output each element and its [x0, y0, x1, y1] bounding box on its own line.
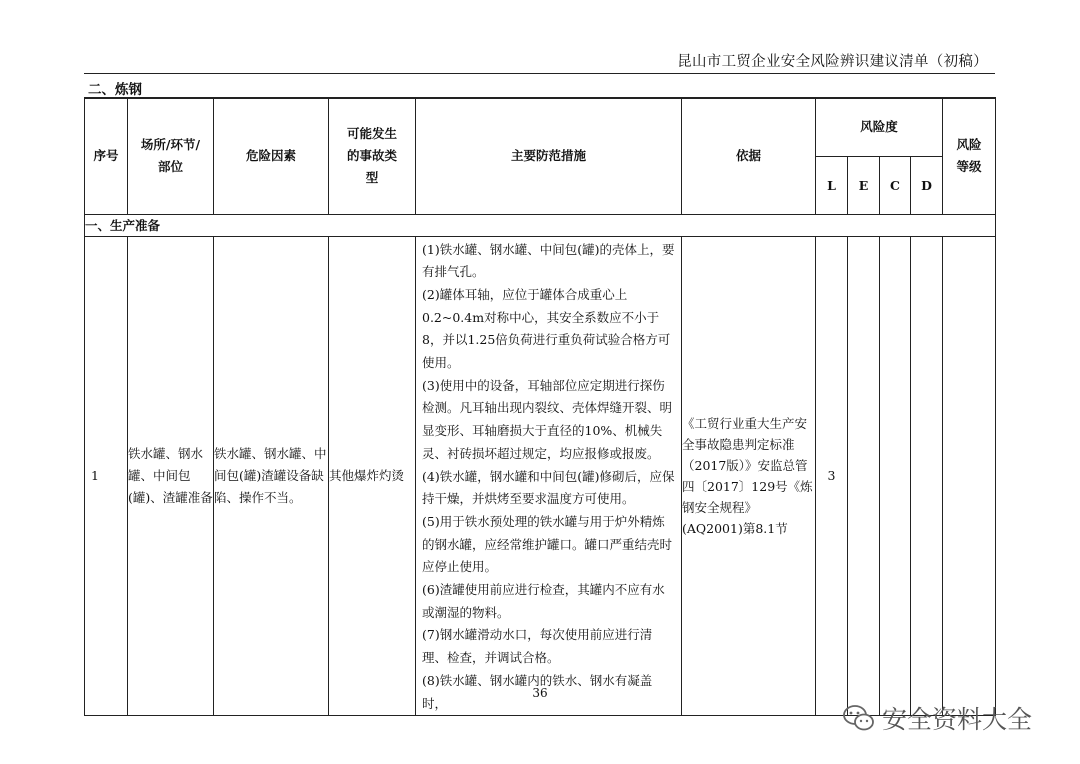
watermark-text: 安全资料大全: [882, 705, 1033, 734]
header-hazard: 危险因素: [214, 98, 329, 214]
measure-item: (3)使用中的设备，耳轴部位应定期进行探伤检测。凡耳轴出现内裂纹、壳体焊缝开裂、明显变形、耳轴磨损大于直径的10%、机械失灵、衬砖损坏超过规定，均应报修或报废。: [422, 377, 673, 461]
header-risk-degree: 风险度: [816, 98, 943, 156]
row-D: [911, 236, 943, 716]
measure-item: (8)铁水罐、钢水罐内的铁水、钢水有凝盖时，: [422, 672, 653, 711]
row-basis: 《工贸行业重大生产安全事故隐患判定标准（2017版）》安监总管四〔2017〕129号《炼钢安全规程》(AQ2001)第8.1节: [682, 236, 816, 716]
measure-item: (2)罐体耳轴，应位于罐体合成重心上0.2~0.4m对称中心，其安全系数应不小于8，并以1.25倍负荷进行重负荷试验合格方可使用。: [422, 286, 671, 371]
header-D: D: [911, 156, 943, 214]
header-E: E: [848, 156, 880, 214]
row-L: 3: [816, 236, 848, 716]
header-location: 场所/环节/部位: [128, 98, 214, 214]
row-accident-type: 其他爆炸灼烫: [329, 236, 416, 716]
watermark: [842, 700, 1032, 736]
header-risk-level: 风险等级: [943, 98, 996, 214]
measure-item: (7)钢水罐滑动水口，每次使用前应进行清理、检查，并调试合格。: [422, 627, 653, 666]
row-hazard: 铁水罐、钢水罐、中间包(罐)渣罐设备缺陷、操作不当。: [214, 236, 329, 716]
row-no: 1: [85, 236, 128, 716]
header-divider: [84, 73, 995, 74]
header-no: 序号: [85, 98, 128, 214]
measure-item: (5)用于铁水预处理的铁水罐与用于炉外精炼的钢水罐，应经常维护罐口。罐口严重结壳时应停止使用。: [422, 513, 673, 575]
page-number: 36: [532, 686, 548, 700]
measure-item: (6)渣罐使用前应进行检查，其罐内不应有水或潮湿的物料。: [422, 582, 665, 620]
header-C: C: [880, 156, 911, 214]
row-risk-level: [943, 236, 996, 716]
subsection-title: 一、生产准备: [85, 214, 996, 236]
header-basis: 依据: [682, 98, 816, 214]
row-measures: [416, 236, 682, 716]
measure-item: (1)铁水罐、钢水罐、中间包(罐)的壳体上，要有排气孔。: [422, 241, 675, 280]
section-title: 二、炼钢: [88, 82, 142, 98]
header-L: L: [816, 156, 848, 214]
row-C: [880, 236, 911, 716]
document-header-title: 昆山市工贸企业安全风险辨识建议清单（初稿）: [677, 54, 988, 70]
row-E: [848, 236, 880, 716]
measure-item: (4)铁水罐，钢水罐和中间包(罐)修砌后，应保持干燥，并烘烤至要求温度方可使用。: [422, 468, 675, 507]
risk-table: [84, 97, 996, 716]
row-location: 铁水罐、钢水罐、中间包(罐)、渣罐准备: [128, 236, 214, 716]
header-accident-type: 可能发生的事故类型: [329, 98, 416, 214]
wechat-icon: [842, 703, 876, 733]
header-measures: 主要防范措施: [416, 98, 682, 214]
